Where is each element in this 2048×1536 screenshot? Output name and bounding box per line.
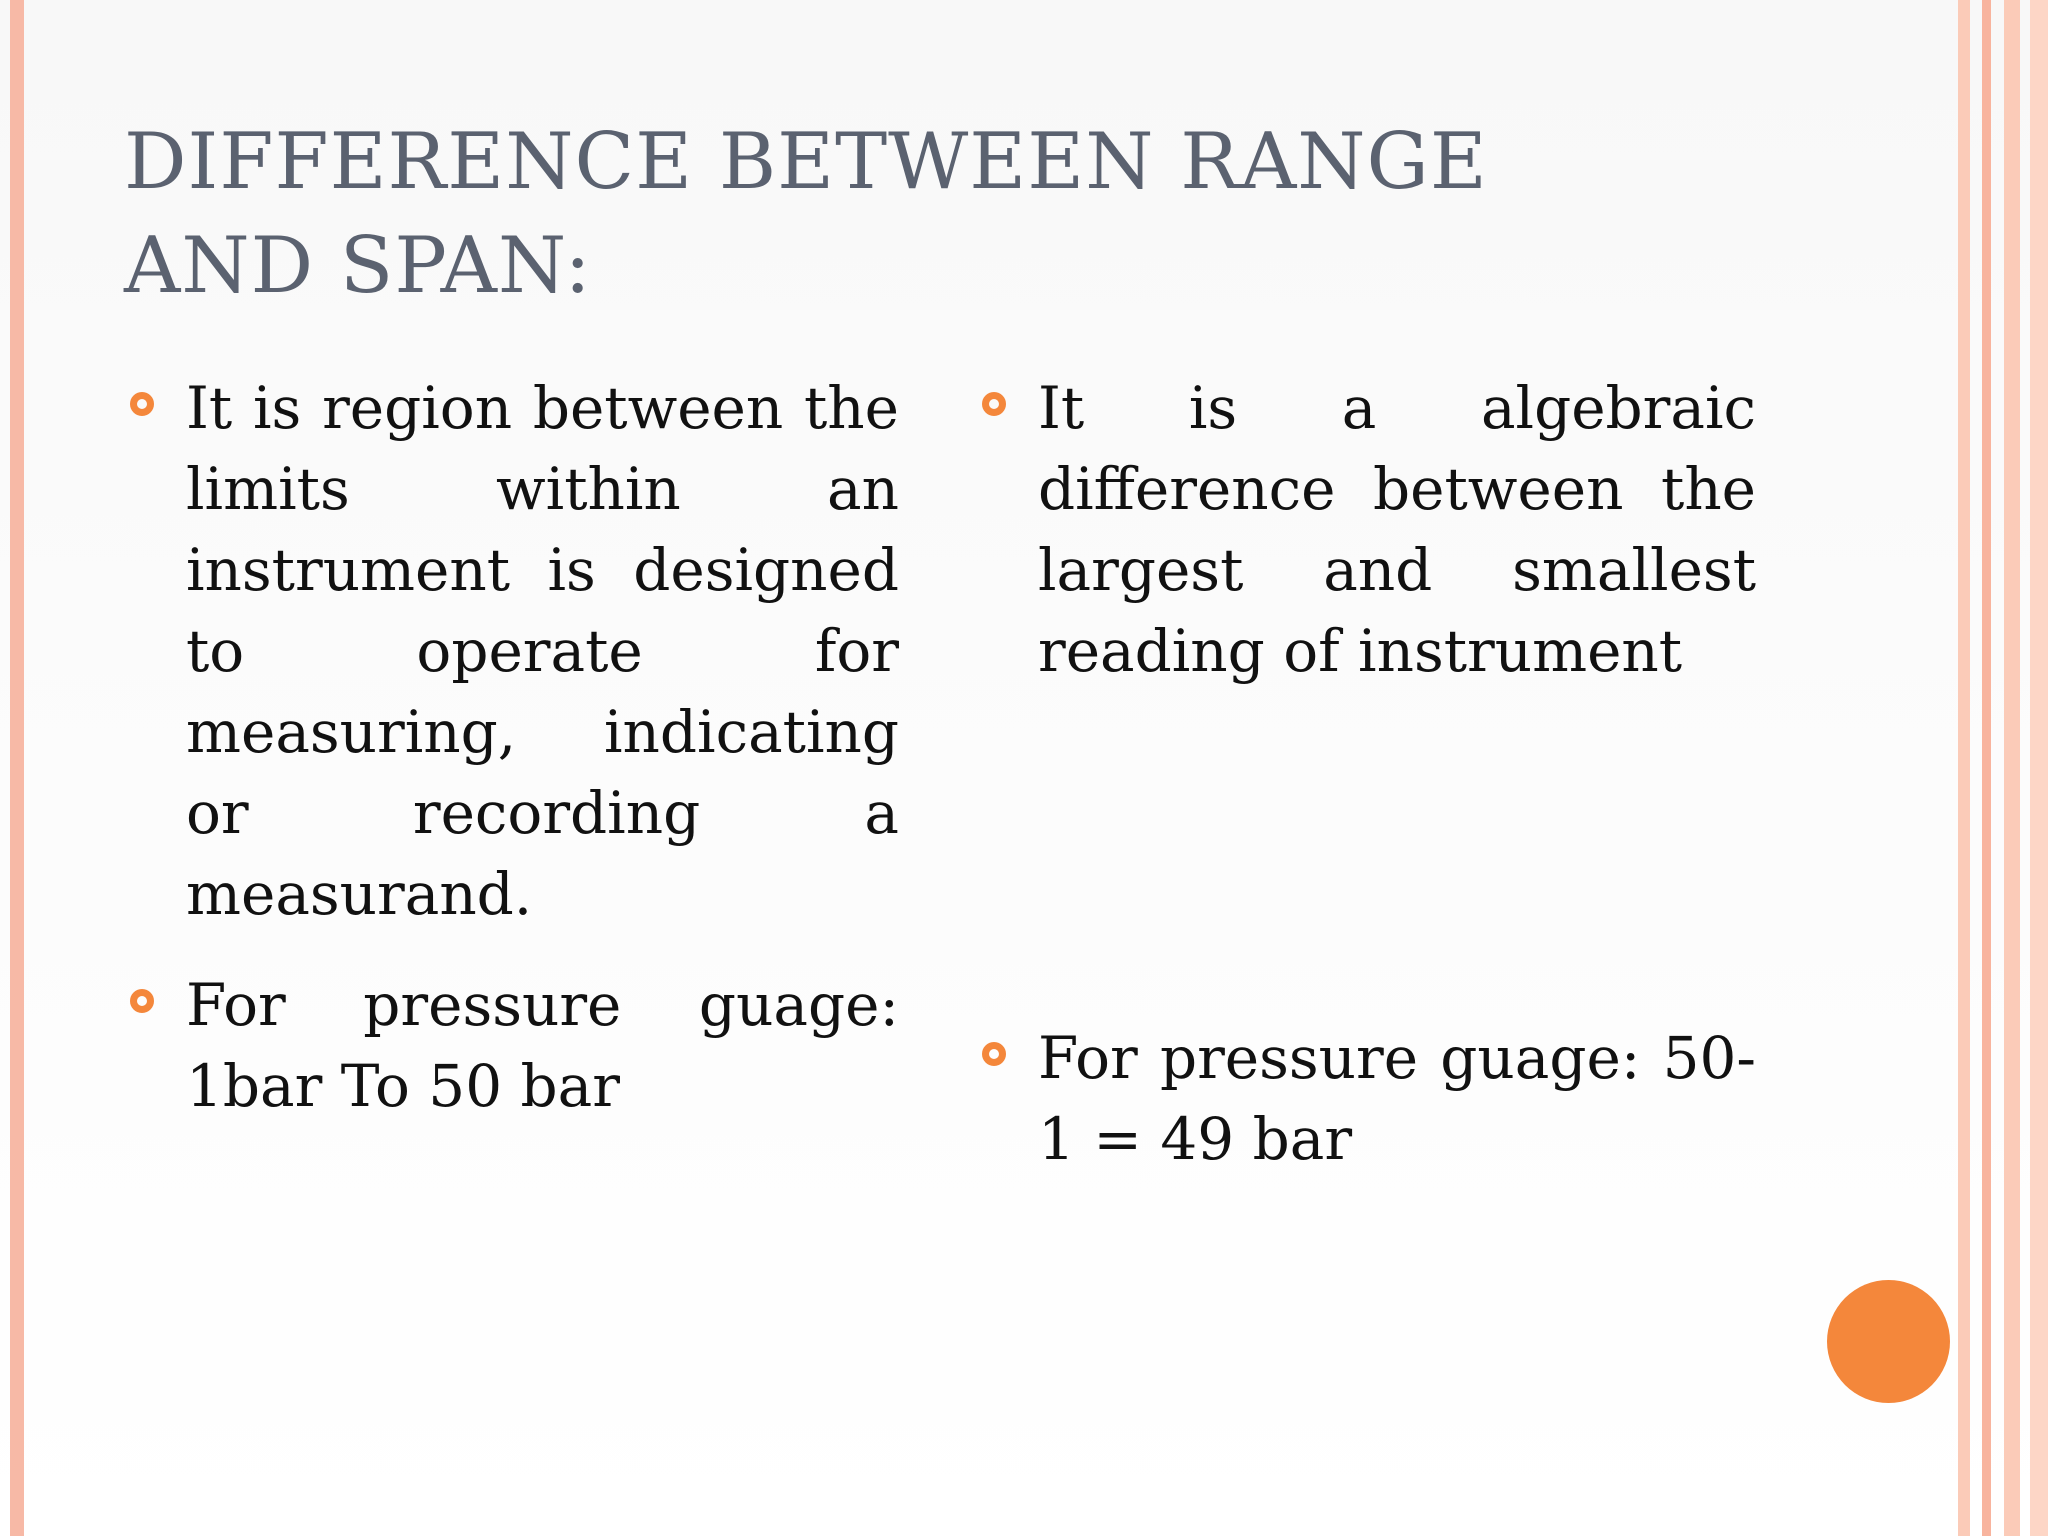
range-column: [124, 368, 899, 1127]
slide-title-line-1: DIFFERENCE BETWEEN RANGE: [124, 117, 1488, 207]
right-frame-stripe: [2030, 0, 2048, 1536]
left-frame-stripe: [10, 0, 24, 1536]
hollow-circle-bullet-icon: [130, 392, 154, 416]
hollow-circle-bullet-icon: [982, 392, 1006, 416]
hollow-circle-bullet-icon: [982, 1042, 1006, 1066]
hollow-circle-bullet-icon: [130, 989, 154, 1013]
slide-title: [124, 110, 1624, 318]
span-column: [976, 368, 1756, 1180]
range-definition-item: [124, 368, 899, 935]
span-example-text: For pressure guage: 50-1 = 49 bar: [1038, 1024, 1756, 1173]
right-frame-stripe: [1982, 0, 1991, 1536]
span-example-item: [976, 1018, 1756, 1180]
range-definition-text: It is region between the limits within an instrument is designed to operate for measuring, indicating or recording a measurand.: [186, 374, 899, 928]
slide-title-line-2: AND SPAN:: [124, 221, 592, 311]
range-example-text: For pressure guage: 1bar To 50 bar: [186, 971, 899, 1120]
span-definition-text: It is a algebraic difference between the largest and smallest reading of instrument: [1038, 374, 1756, 685]
orange-dot-icon: [1827, 1280, 1950, 1403]
span-definition-item: [976, 368, 1756, 692]
range-example-item: [124, 965, 899, 1127]
right-frame-stripe: [2004, 0, 2020, 1536]
right-frame-stripe: [1958, 0, 1970, 1536]
